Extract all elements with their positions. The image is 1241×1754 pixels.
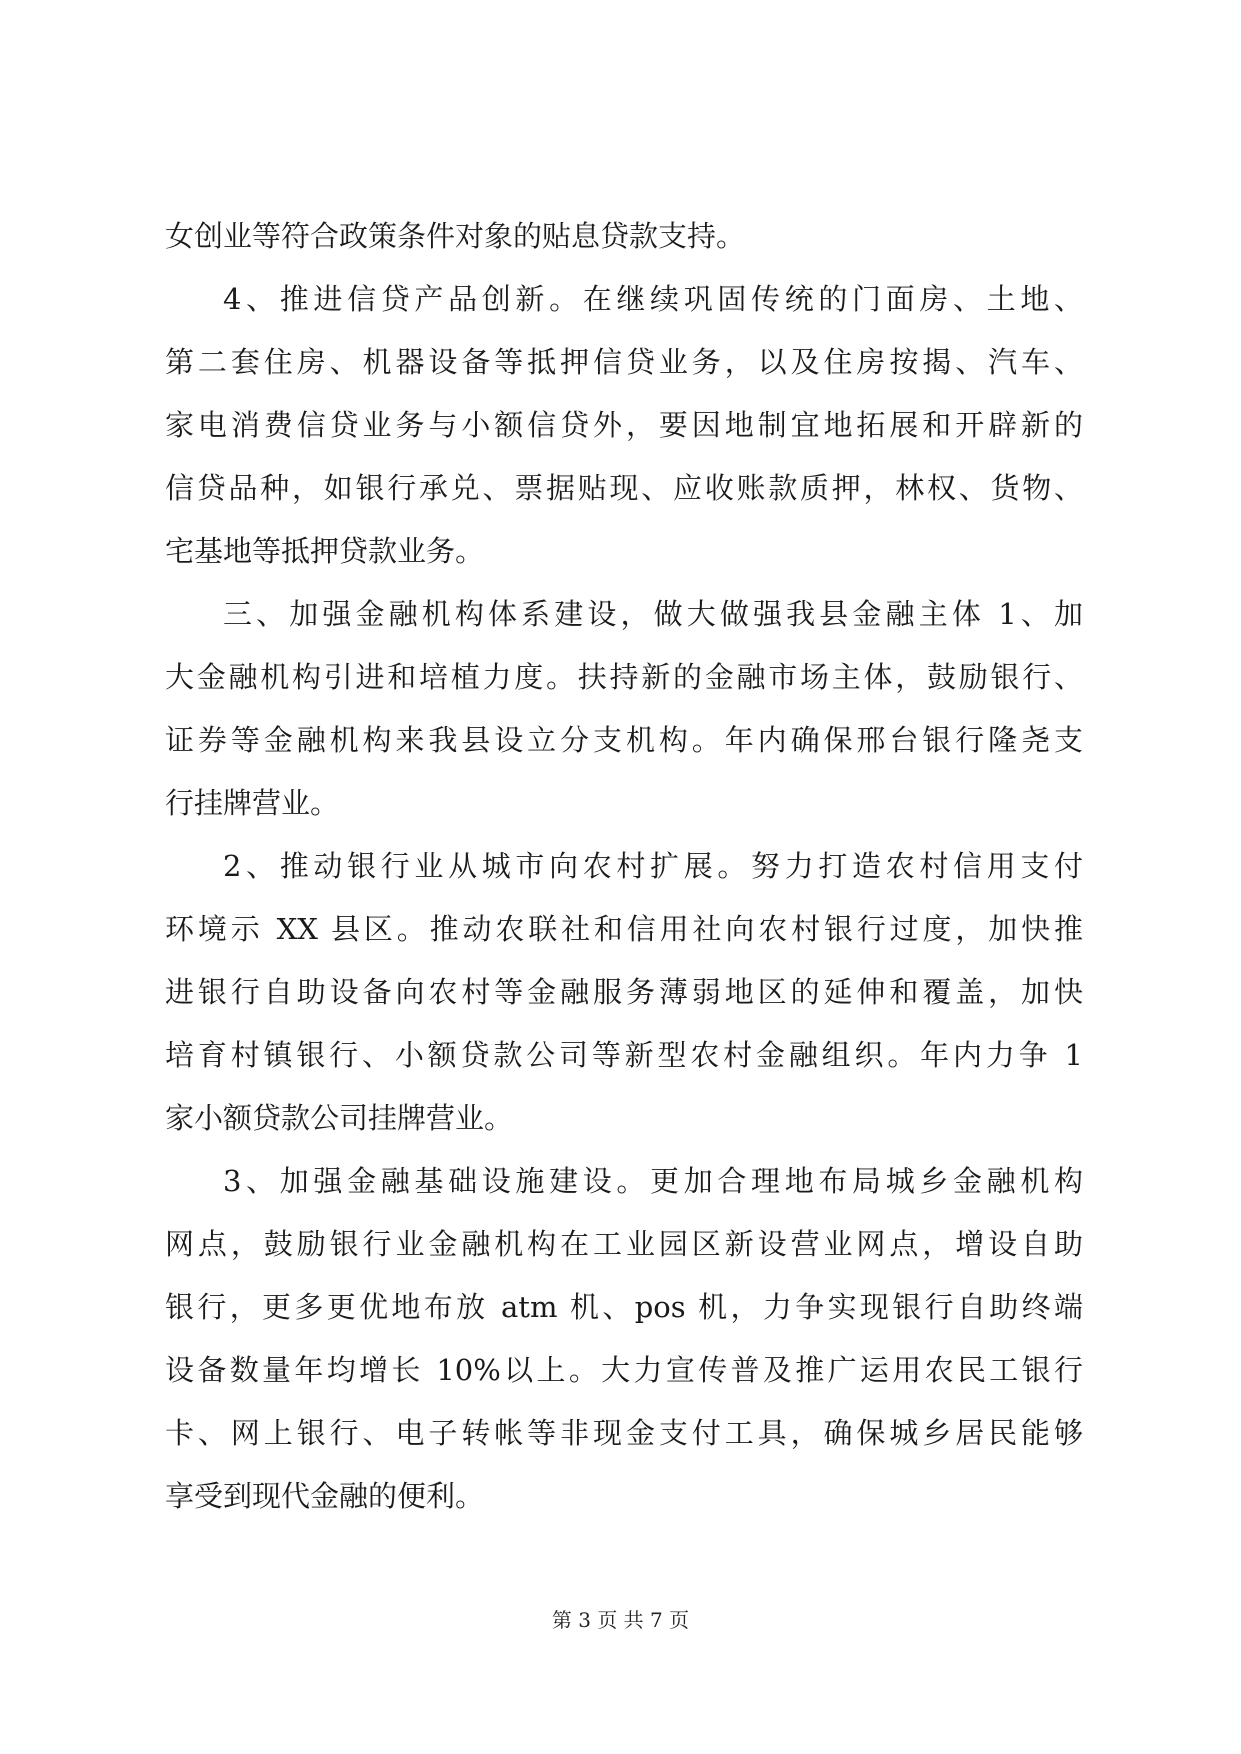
text-line: 网点，鼓励银行业金融机构在工业园区新设营业网点，增设自助 <box>165 1227 1083 1261</box>
text-line: 卡、网上银行、电子转帐等非现金支付工具，确保城乡居民能够 <box>165 1416 1083 1450</box>
text-line: 行挂牌营业。 <box>165 786 340 820</box>
text-line: 信贷品种，如银行承兑、票据贴现、应收账款质押，林权、货物、 <box>165 471 1083 505</box>
text-line: 环境示 XX 县区。推动农联社和信用社向农村银行过度，加快推 <box>165 912 1083 946</box>
text-line: 培育村镇银行、小额贷款公司等新型农村金融组织。年内力争 1 <box>165 1038 1083 1072</box>
text-line: 银行，更多更优地布放 atm 机、pos 机，力争实现银行自助终端 <box>165 1290 1083 1324</box>
text-line: 4、推进信贷产品创新。在继续巩固传统的门面房、土地、 <box>223 282 1083 316</box>
text-line: 3、加强金融基础设施建设。更加合理地布局城乡金融机构 <box>223 1164 1083 1198</box>
text-line: 家电消费信贷业务与小额信贷外，要因地制宜地拓展和开辟新的 <box>165 408 1083 442</box>
page-number-footer: 第 3 页 共 7 页 <box>551 1608 690 1632</box>
text-line: 女创业等符合政策条件对象的贴息贷款支持。 <box>165 219 746 253</box>
text-line: 进银行自助设备向农村等金融服务薄弱地区的延伸和覆盖，加快 <box>165 975 1083 1009</box>
document-body <box>165 205 1083 1528</box>
text-line: 宅基地等抵押贷款业务。 <box>165 534 485 568</box>
text-line: 证券等金融机构来我县设立分支机构。年内确保邢台银行隆尧支 <box>165 723 1083 757</box>
text-line: 2、推动银行业从城市向农村扩展。努力打造农村信用支付 <box>223 849 1083 883</box>
text-line: 大金融机构引进和培植力度。扶持新的金融市场主体，鼓励银行、 <box>165 660 1083 694</box>
text-line: 第二套住房、机器设备等抵押信贷业务，以及住房按揭、汽车、 <box>165 345 1083 379</box>
text-line: 家小额贷款公司挂牌营业。 <box>165 1101 514 1135</box>
text-line: 享受到现代金融的便利。 <box>165 1479 485 1513</box>
text-line: 设备数量年均增长 10%以上。大力宣传普及推广运用农民工银行 <box>165 1353 1083 1387</box>
section-heading-line: 三、加强金融机构体系建设，做大做强我县金融主体 1、加 <box>223 597 1083 631</box>
